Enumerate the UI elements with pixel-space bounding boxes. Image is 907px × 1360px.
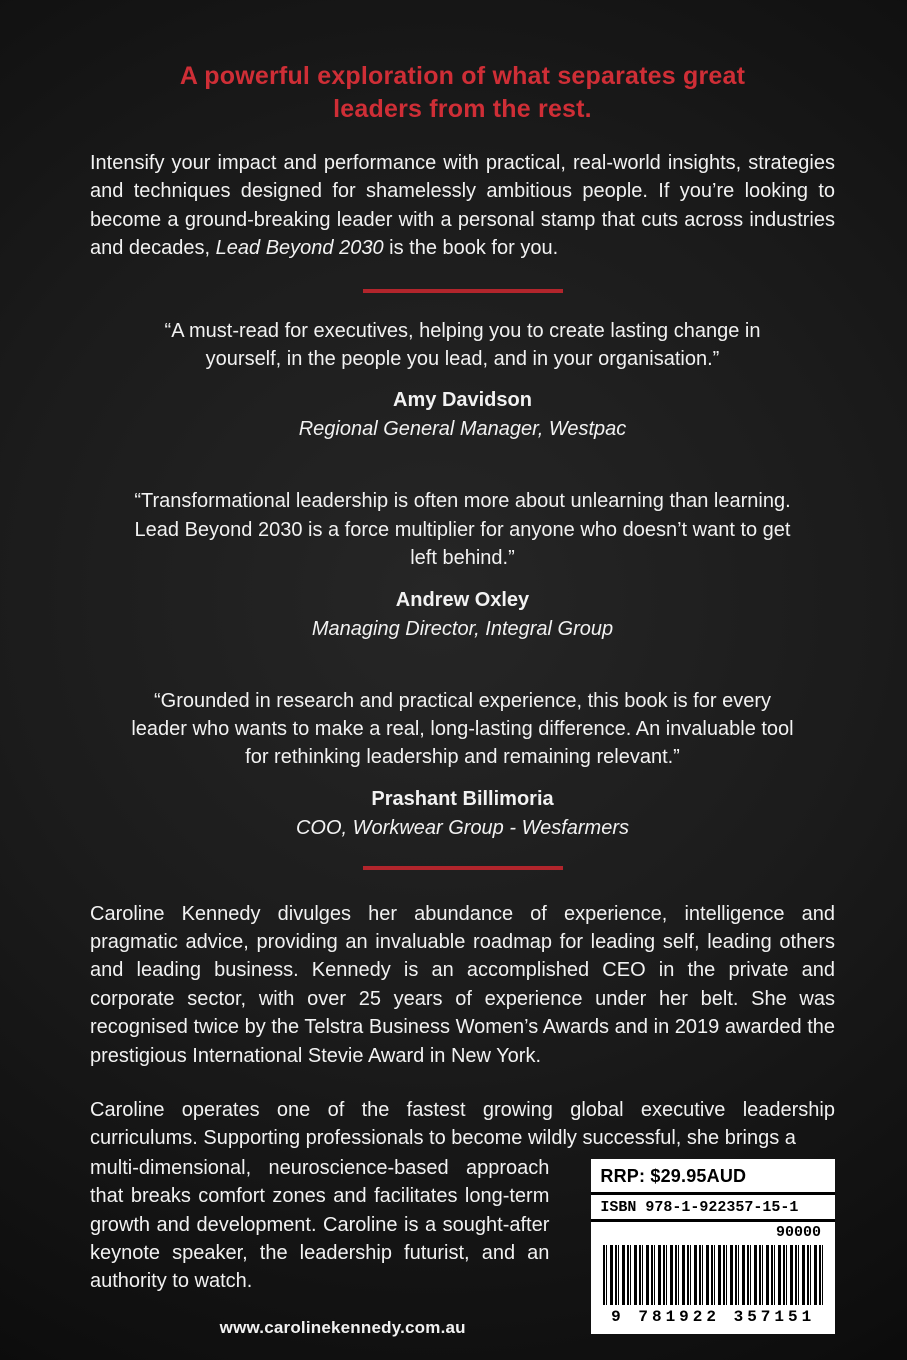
rrp-price: RRP: $29.95AUD — [591, 1159, 835, 1195]
quote-author-title: Regional General Manager, Westpac — [298, 418, 627, 441]
quote-text: “Grounded in research and practical experience, this book is for every leader who wants to make a real, long-lasting difference. An invaluable tool for rethinking leadership and remaining relevant.” — [131, 689, 794, 769]
testimonial-1 — [125, 317, 800, 442]
bio-left-column — [90, 1153, 549, 1338]
quote-text: “Transformational leadership is often more about unlearning than learning. Lead Beyond 2030 is a force multiplier for anyone who doesn’t want to get left behind.” — [134, 490, 791, 570]
bio-paragraph-2-rest: multi-dimensional, neuroscience-based approach that breaks comfort zones and facilitates long-term growth and development. Caroline is a sought-after keynote speaker, the leadership futurist, and an authority to watch. — [90, 1156, 550, 1293]
barcode-price-code: 90000 — [775, 1223, 821, 1241]
quote-author-title: Managing Director, Integral Group — [311, 617, 614, 640]
quote-author: Andrew Oxley — [395, 588, 530, 611]
website-url: www.carolinekennedy.com.au — [219, 1317, 466, 1337]
ean-barcode-bars — [603, 1245, 823, 1305]
testimonial-2 — [125, 487, 800, 640]
bio-paragraph-1: Caroline Kennedy divulges her abundance of experience, intelligence and pragmatic advice, providing an invaluable roadmap for leading self, leading others and leading business. Kennedy is an accomplished CEO in the private and corporate sector, with over 25 years of experience under her belt. She was recognised twice by the Telstra Business Women’s Awards and in 2019 awarded the prestigious International Stevie Award in New York. — [90, 902, 835, 1067]
barcode-panel — [591, 1159, 835, 1334]
bottom-row — [90, 1153, 835, 1338]
testimonials-section — [90, 317, 835, 840]
headline: A powerful exploration of what separates great leaders from the rest. — [179, 62, 746, 123]
intro-paragraph — [90, 149, 835, 263]
red-divider-bottom — [363, 866, 563, 870]
red-divider-top — [363, 289, 563, 293]
book-title: Lead Beyond 2030 — [215, 237, 384, 260]
isbn-number: ISBN 978-1-922357-15-1 — [591, 1195, 835, 1222]
intro-text-before: Intensify your impact and performance with practical, real-world insights, strategies and techniques designed for shamelessly ambitious people. If you’re looking to become a ground-breaking leader with a personal stamp that cuts across industries and decades, — [90, 152, 835, 260]
quote-text: “A must-read for executives, helping you to create lasting change in yourself, in the people you lead, and in your organisation.” — [164, 319, 761, 370]
quote-author: Prashant Billimoria — [371, 787, 554, 810]
quote-author: Amy Davidson — [393, 389, 532, 412]
testimonial-3 — [125, 687, 800, 840]
ean-barcode-digits: 9 781922 357151 — [611, 1307, 816, 1326]
quote-author-title: COO, Workwear Group - Wesfarmers — [295, 816, 630, 839]
intro-text-after: is the book for you. — [383, 237, 559, 260]
bio-paragraph-2-intro: Caroline operates one of the fastest growing global executive leadership curriculums. Supporting professionals to become wildly successful, she brings a — [90, 1099, 835, 1150]
